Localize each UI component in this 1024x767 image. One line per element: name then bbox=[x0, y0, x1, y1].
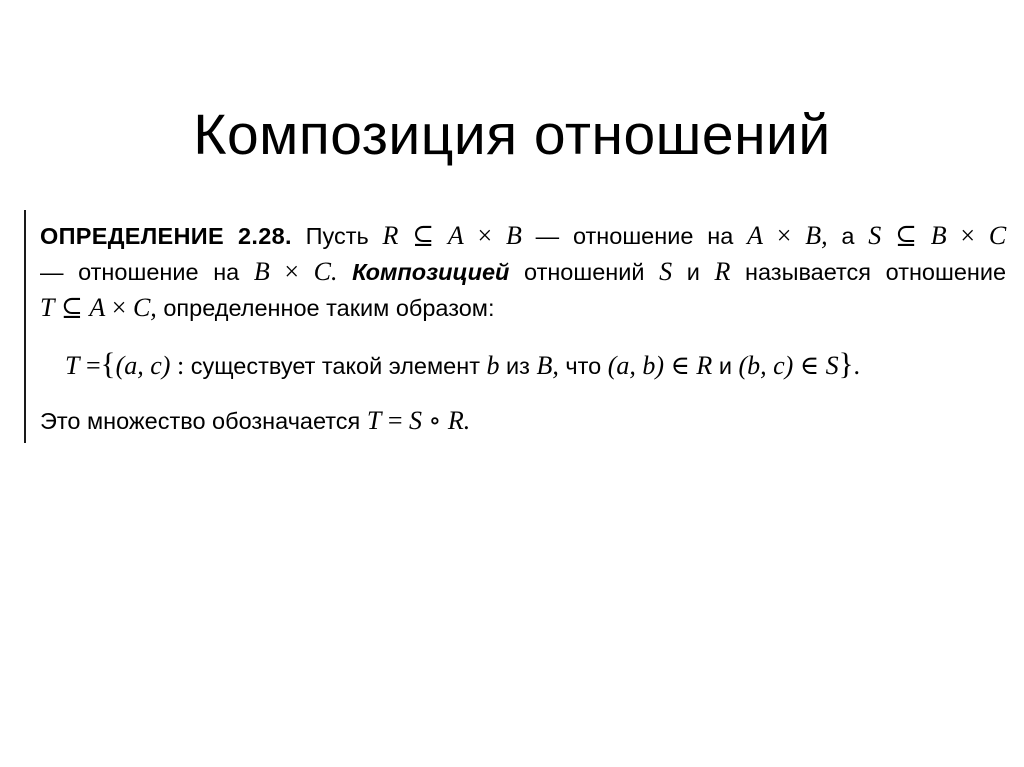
math-symbol: R bbox=[714, 257, 731, 286]
text-segment: а bbox=[841, 223, 855, 249]
text-segment: отношение bbox=[572, 223, 694, 249]
definition-line-3 bbox=[40, 290, 1006, 326]
math-symbol: R. bbox=[447, 406, 471, 435]
math-pair: (a, c) bbox=[115, 351, 171, 380]
text-segment: из bbox=[506, 353, 530, 379]
text-segment: отношение bbox=[885, 259, 1007, 285]
text-segment: — bbox=[40, 259, 64, 285]
math-operator: ⊆ bbox=[412, 221, 435, 250]
math-symbol: C. bbox=[313, 257, 338, 286]
text-segment: отношений bbox=[524, 259, 645, 285]
math-symbol: B, bbox=[536, 351, 559, 380]
math-symbol: A bbox=[447, 221, 464, 250]
math-symbol: T bbox=[40, 293, 55, 322]
text-segment: Пусть bbox=[305, 223, 369, 249]
math-symbol: B bbox=[930, 221, 947, 250]
math-symbol: T bbox=[366, 406, 382, 435]
math-operator: × bbox=[111, 293, 127, 322]
text-segment: и bbox=[686, 259, 700, 285]
math-brace-open: { bbox=[100, 346, 116, 381]
math-symbol: T bbox=[65, 351, 80, 380]
math-symbol: A bbox=[89, 293, 106, 322]
math-symbol: R bbox=[382, 221, 399, 250]
math-symbol: C, bbox=[132, 293, 157, 322]
math-symbol: b bbox=[486, 351, 500, 380]
math-pair: (a, b) bbox=[607, 351, 665, 380]
math-symbol: S bbox=[409, 406, 423, 435]
definition-line-2 bbox=[40, 254, 1006, 290]
text-segment: на bbox=[213, 259, 240, 285]
math-operator: ∘ bbox=[428, 406, 442, 435]
math-pair: (b, c) bbox=[738, 351, 794, 380]
closing-line bbox=[40, 403, 1006, 439]
text-segment: называется bbox=[745, 259, 872, 285]
text-segment: на bbox=[707, 223, 734, 249]
math-operator: : bbox=[176, 351, 185, 380]
math-operator: ⊆ bbox=[61, 293, 83, 322]
math-operator: = bbox=[86, 351, 101, 380]
math-symbol: R bbox=[696, 351, 713, 380]
math-operator: × bbox=[477, 221, 493, 250]
text-segment: существует такой элемент bbox=[190, 353, 480, 379]
text-segment: — bbox=[535, 223, 560, 249]
definition-line-1 bbox=[40, 218, 1006, 254]
display-formula bbox=[40, 346, 1006, 382]
text-segment: что bbox=[565, 353, 602, 379]
defined-term: Композицией bbox=[352, 259, 510, 285]
text-segment: отношение bbox=[78, 259, 199, 285]
math-symbol: S bbox=[825, 351, 839, 380]
math-operator: ⊆ bbox=[895, 221, 917, 250]
text-segment: и bbox=[718, 353, 732, 379]
text-segment: Это множество обозначается bbox=[40, 408, 361, 434]
text-segment: определенное таким образом: bbox=[163, 295, 495, 321]
math-operator: × bbox=[284, 257, 300, 286]
math-operator: × bbox=[776, 221, 792, 250]
definition-label: ОПРЕДЕЛЕНИЕ 2.28. bbox=[40, 223, 292, 249]
definition-block bbox=[40, 218, 1006, 439]
scan-margin-line bbox=[24, 210, 26, 443]
math-symbol: B bbox=[253, 257, 270, 286]
math-symbol: A bbox=[747, 221, 763, 250]
math-operator: ∈ bbox=[670, 351, 690, 380]
math-symbol: S bbox=[868, 221, 882, 250]
math-operator: ∈ bbox=[799, 351, 820, 380]
math-operator: = bbox=[387, 406, 403, 435]
math-symbol: B, bbox=[805, 221, 828, 250]
math-symbol: C bbox=[988, 221, 1007, 250]
math-brace-close: } bbox=[838, 346, 854, 381]
math-symbol: B bbox=[505, 221, 522, 250]
slide-title: Композиция отношений bbox=[193, 103, 831, 168]
math-period: . bbox=[853, 351, 861, 380]
math-symbol: S bbox=[659, 257, 673, 286]
math-operator: × bbox=[960, 221, 976, 250]
